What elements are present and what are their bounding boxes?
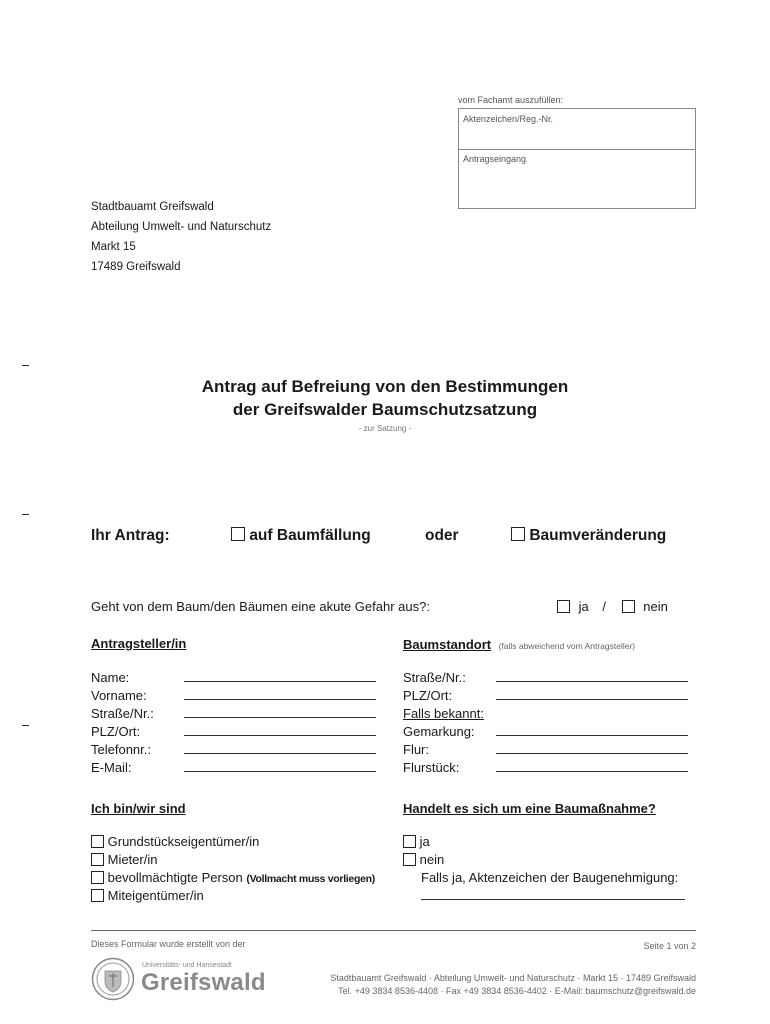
logo-subtitle: Universitäts- und Hansestadt bbox=[142, 962, 232, 969]
field-label: Gemarkung: bbox=[403, 724, 475, 739]
name-input[interactable] bbox=[184, 672, 376, 682]
aktenzeichen-input[interactable] bbox=[421, 890, 685, 900]
logo-wordmark: Greifswald bbox=[141, 969, 266, 996]
footer-rule bbox=[91, 930, 696, 931]
antragseingang-label: Antragseingang bbox=[463, 154, 527, 164]
antragsteller-fields bbox=[91, 670, 381, 778]
standort-field-flur bbox=[403, 742, 693, 760]
address-line-3: Markt 15 bbox=[91, 241, 136, 253]
footer-contact-line-1: Stadtbauamt Greifswald · Abteilung Umwelt- und Naturschutz · Markt 15 · 17489 Greifswald bbox=[330, 973, 696, 983]
field-label: Vorname: bbox=[91, 688, 147, 703]
field-telefon bbox=[91, 742, 381, 760]
standort-falls-bekannt bbox=[403, 706, 693, 724]
telefon-input[interactable] bbox=[184, 744, 376, 754]
standort-note: (falls abweichend vom Antragsteller) bbox=[498, 641, 636, 651]
veraenderung-checkbox[interactable] bbox=[511, 527, 525, 541]
field-label: Flur: bbox=[403, 742, 429, 757]
status-option-mieter[interactable] bbox=[91, 852, 391, 870]
status-heading: Ich bin/wir sind bbox=[91, 801, 186, 816]
flur-input[interactable] bbox=[496, 744, 688, 754]
antrag-label: Ihr Antrag: bbox=[91, 527, 170, 544]
status-option-eigentuemer[interactable] bbox=[91, 834, 391, 852]
field-label: PLZ/Ort: bbox=[403, 688, 453, 703]
title-line-2: der Greifswalder Baumschutzsatzung bbox=[232, 400, 538, 419]
standort-heading: Baumstandort bbox=[403, 637, 492, 652]
antrag-oder: oder bbox=[425, 527, 459, 544]
status-option-bevollmaechtigt[interactable] bbox=[91, 870, 391, 888]
fachamt-divider bbox=[458, 149, 696, 150]
field-label: Telefonnr.: bbox=[91, 742, 151, 757]
title-sub: - zur Satzung - bbox=[358, 424, 412, 433]
status-options bbox=[91, 834, 391, 906]
email-input[interactable] bbox=[184, 762, 376, 772]
field-label: Straße/Nr.: bbox=[403, 670, 466, 685]
baumassnahme-ja-label: ja bbox=[419, 834, 430, 849]
gefahr-ja-label: ja bbox=[578, 599, 589, 614]
standort-field-strasse bbox=[403, 670, 693, 688]
field-label: Name: bbox=[91, 670, 130, 685]
standort-strasse-input[interactable] bbox=[496, 672, 688, 682]
gefahr-nein-label: nein bbox=[643, 599, 668, 614]
gefahr-options bbox=[557, 599, 668, 614]
eigentuemer-checkbox[interactable] bbox=[91, 835, 104, 848]
gefahr-question: Geht von dem Baum/den Bäumen eine akute Gefahr aus?: bbox=[91, 599, 430, 614]
strasse-input[interactable] bbox=[184, 708, 376, 718]
footer-page-number: Seite 1 von 2 bbox=[643, 941, 696, 951]
eigentuemer-label: Grundstückseigentümer/in bbox=[107, 834, 260, 849]
bevollmaechtigt-checkbox[interactable] bbox=[91, 871, 104, 884]
baumassnahme-option-ja[interactable] bbox=[403, 834, 703, 852]
field-email bbox=[91, 760, 381, 778]
miteigentuemer-label: Miteigentümer/in bbox=[107, 888, 204, 903]
gefahr-ja-checkbox[interactable] bbox=[557, 600, 570, 613]
baumassnahme-ja-checkbox[interactable] bbox=[403, 835, 416, 848]
mieter-label: Mieter/in bbox=[107, 852, 158, 867]
antrag-option-faellung[interactable] bbox=[231, 527, 371, 545]
field-plz bbox=[91, 724, 381, 742]
standort-field-plz bbox=[403, 688, 693, 706]
field-label: E-Mail: bbox=[91, 760, 132, 775]
address-line-2: Abteilung Umwelt- und Naturschutz bbox=[91, 221, 272, 233]
baumassnahme-nein-label: nein bbox=[419, 852, 445, 867]
antragsteller-heading: Antragsteller/in bbox=[91, 636, 187, 651]
vorname-input[interactable] bbox=[184, 690, 376, 700]
flurstueck-input[interactable] bbox=[496, 762, 688, 772]
standort-field-flurstueck bbox=[403, 760, 693, 778]
address-line-4: 17489 Greifswald bbox=[91, 261, 181, 273]
plz-input[interactable] bbox=[184, 726, 376, 736]
antrag-option-veraenderung[interactable] bbox=[511, 527, 666, 545]
address-line-1: Stadtbauamt Greifswald bbox=[91, 201, 214, 213]
field-label: Straße/Nr.: bbox=[91, 706, 154, 721]
footer-contact-line-2: Tel. +49 3834 8536-4408 · Fax +49 3834 8536-4402 · E-Mail: baumschutz@greifswald.de bbox=[338, 986, 696, 996]
miteigentuemer-checkbox[interactable] bbox=[91, 889, 104, 902]
baumassnahme-option-nein[interactable] bbox=[403, 852, 703, 870]
gefahr-separator: / bbox=[602, 599, 606, 614]
mieter-checkbox[interactable] bbox=[91, 853, 104, 866]
veraenderung-label: Baumveränderung bbox=[529, 527, 667, 544]
baumassnahme-options bbox=[403, 834, 703, 906]
standort-plz-input[interactable] bbox=[496, 690, 688, 700]
fold-mark-top bbox=[22, 365, 29, 366]
aktenzeichen-prompt: Falls ja, Aktenzeichen der Baugenehmigung: bbox=[421, 870, 679, 885]
title-line-1: Antrag auf Befreiung von den Bestimmungen bbox=[201, 377, 569, 396]
aktenzeichen-row bbox=[403, 888, 703, 906]
faellung-checkbox[interactable] bbox=[231, 527, 245, 541]
status-option-miteigentuemer[interactable] bbox=[91, 888, 391, 906]
fold-mark-bottom bbox=[22, 725, 29, 726]
falls-bekannt-label: Falls bekannt: bbox=[403, 706, 484, 721]
baumassnahme-heading: Handelt es sich um eine Baumaßnahme? bbox=[403, 801, 656, 816]
field-label: PLZ/Ort: bbox=[91, 724, 141, 739]
aktenzeichen-label: Aktenzeichen/Reg.-Nr. bbox=[463, 114, 554, 124]
bevollmaechtigt-label: bevollmächtigte Person bbox=[107, 870, 243, 885]
faellung-label: auf Baumfällung bbox=[249, 527, 371, 544]
standort-field-gemarkung bbox=[403, 724, 693, 742]
greifswald-seal-icon bbox=[91, 957, 135, 1001]
baumassnahme-nein-checkbox[interactable] bbox=[403, 853, 416, 866]
field-vorname bbox=[91, 688, 381, 706]
standort-heading-row bbox=[403, 636, 635, 654]
fold-mark-middle bbox=[22, 514, 29, 515]
field-name bbox=[91, 670, 381, 688]
field-strasse bbox=[91, 706, 381, 724]
gefahr-nein-checkbox[interactable] bbox=[622, 600, 635, 613]
gemarkung-input[interactable] bbox=[496, 726, 688, 736]
fachamt-caption: vom Fachamt auszufüllen: bbox=[458, 95, 564, 105]
field-label: Flurstück: bbox=[403, 760, 460, 775]
standort-fields bbox=[403, 670, 693, 778]
footer-created-by: Dieses Formular wurde erstellt von der bbox=[91, 939, 246, 949]
vollmacht-note: (Vollmacht muss vorliegen) bbox=[246, 873, 375, 885]
